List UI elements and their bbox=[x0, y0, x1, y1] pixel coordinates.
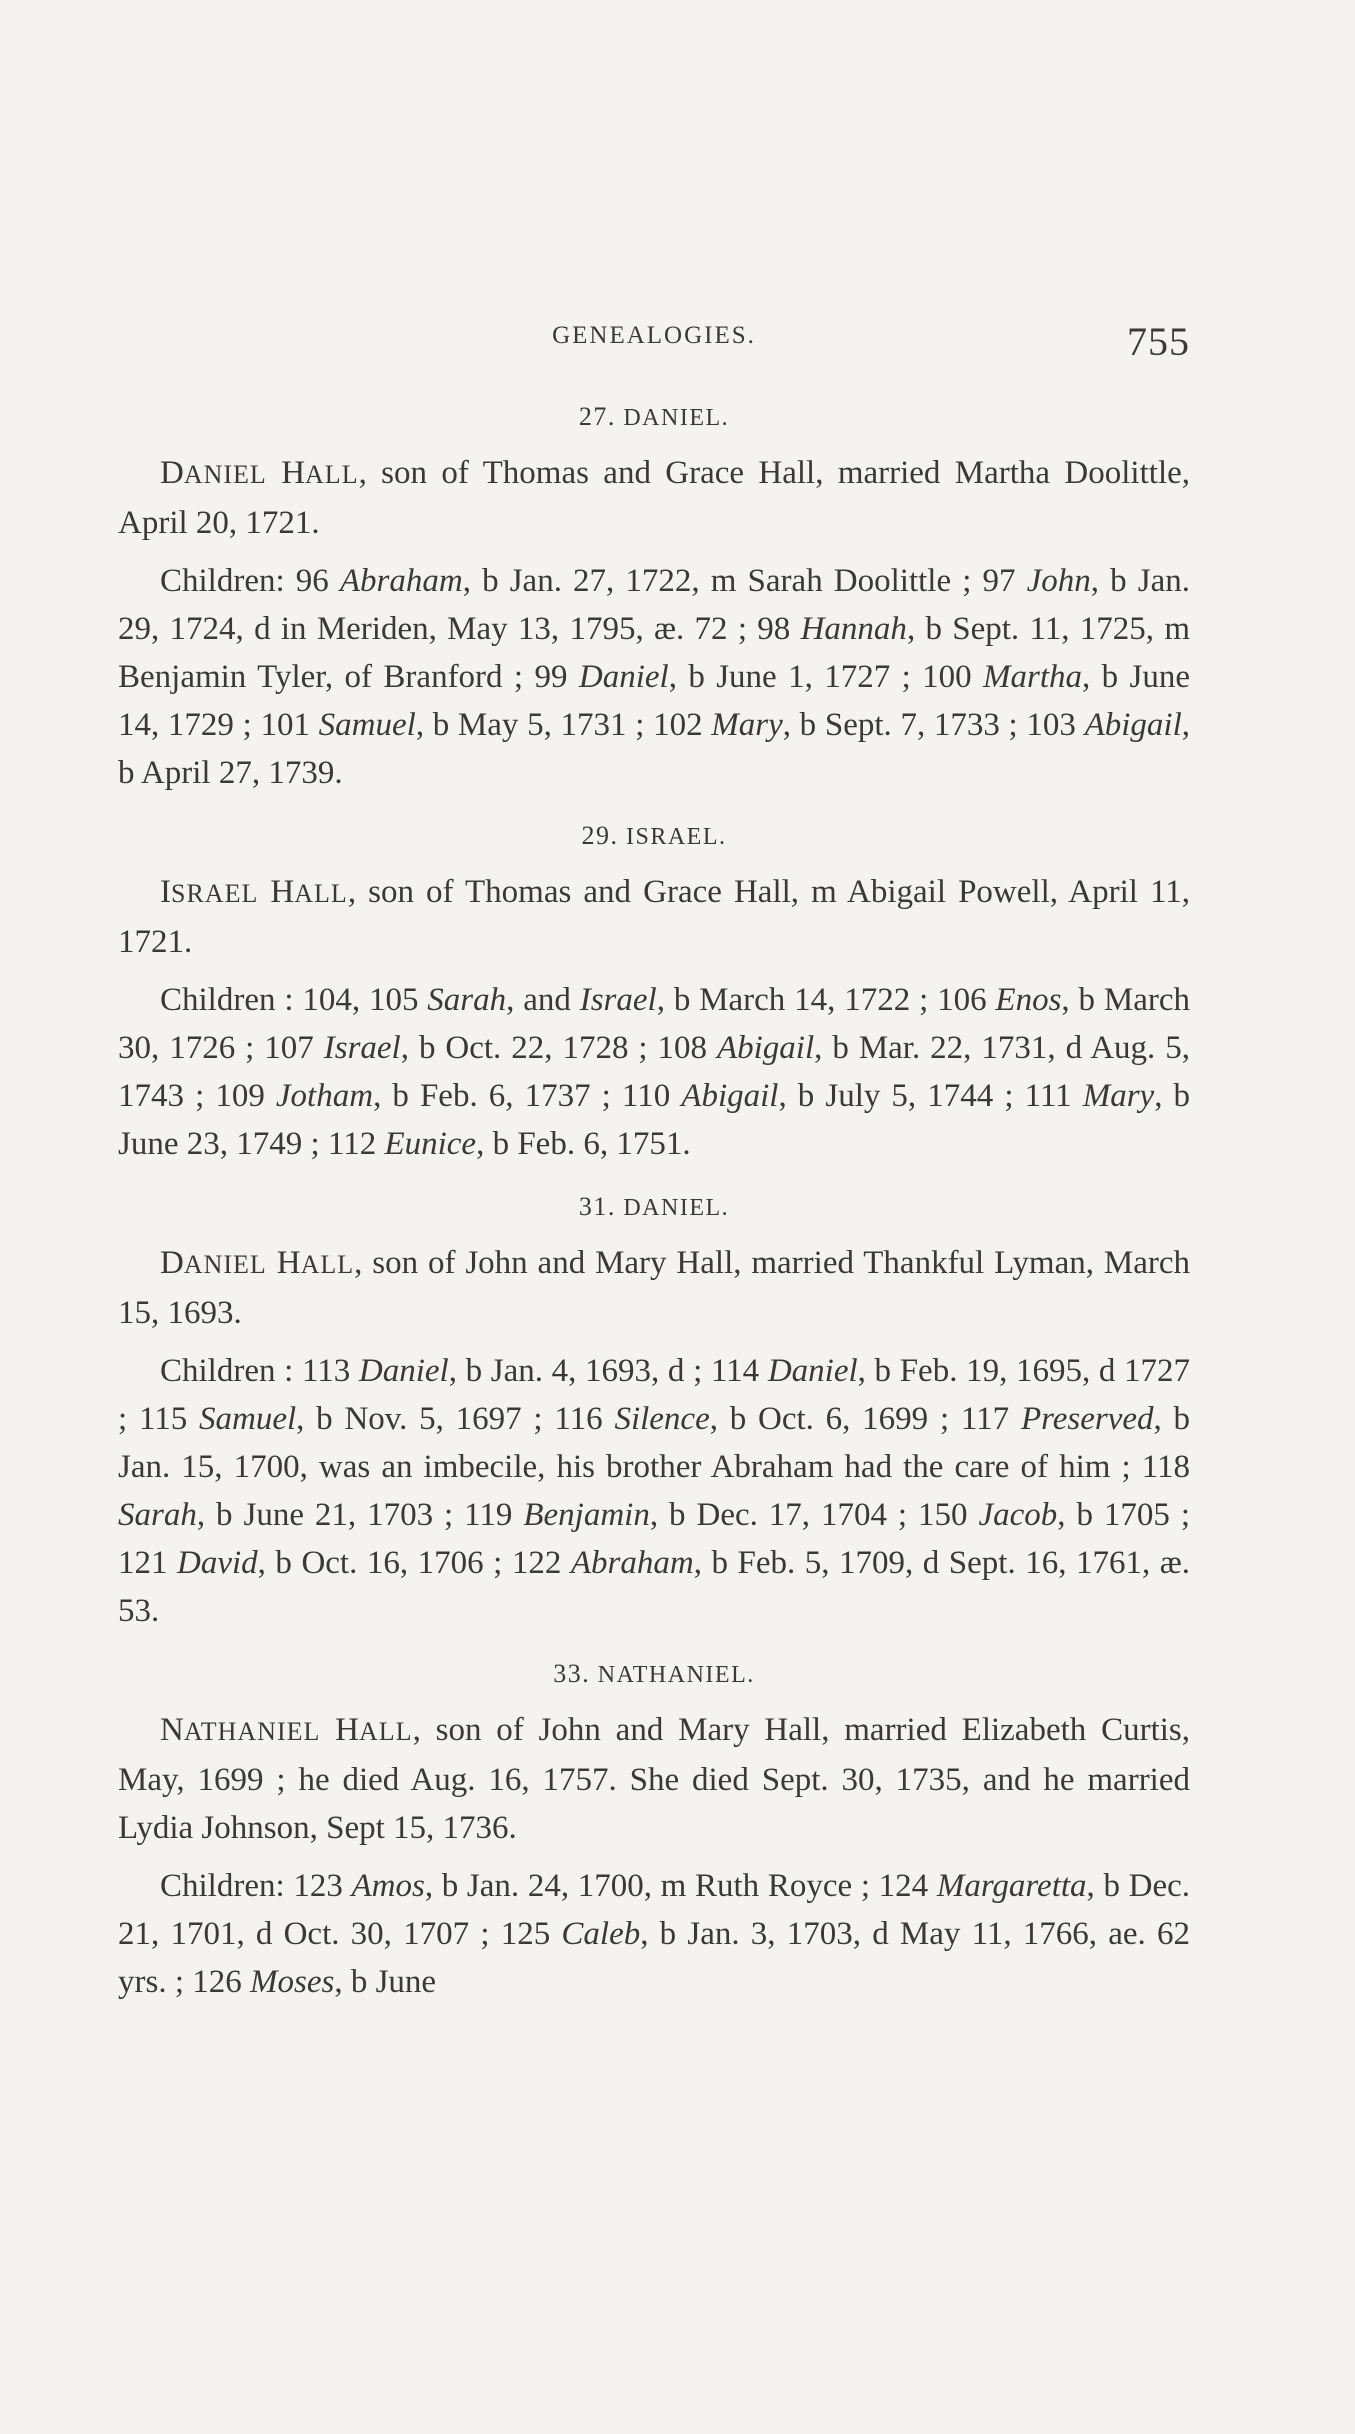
forename-rest: SRAEL bbox=[171, 879, 259, 908]
section-name: DANIEL. bbox=[623, 405, 730, 431]
intro-text: , son of Thomas and Grace Hall, m Abigail Powell, April 11, 1721. bbox=[118, 874, 1191, 960]
forename-initial: I bbox=[160, 874, 171, 910]
child-number: 100 bbox=[922, 659, 972, 695]
child-name: Abigail bbox=[681, 1078, 779, 1114]
genealogy-section bbox=[118, 1659, 1190, 2006]
child-number: 101 bbox=[260, 707, 310, 743]
running-head bbox=[118, 318, 1190, 378]
child-number: 116 bbox=[554, 1401, 603, 1437]
child-detail: , b Feb. 6, 1751. bbox=[476, 1126, 691, 1162]
child-number: 111 bbox=[1024, 1078, 1072, 1114]
child-name: Sarah bbox=[118, 1497, 197, 1533]
child-detail: , b April 27, 1739. bbox=[118, 707, 1191, 791]
child-name: Caleb bbox=[561, 1916, 641, 1952]
child-detail: , b March 30, 1726 ; bbox=[118, 982, 1190, 1066]
child-name: Amos bbox=[351, 1868, 425, 1904]
children-paragraph bbox=[118, 976, 1190, 1168]
child-detail: , b 1705 ; bbox=[1057, 1497, 1191, 1533]
child-detail: , b March 14, 1722 ; bbox=[656, 982, 938, 1018]
child-detail: , b Jan. 29, 1724, d in Meriden, May 13, 1795, æ. 72 ; bbox=[118, 563, 1191, 647]
child-name: Hannah bbox=[800, 611, 907, 647]
child-number: 109 bbox=[215, 1078, 265, 1114]
child-name: Martha bbox=[983, 659, 1083, 695]
intro-paragraph bbox=[118, 868, 1190, 966]
intro-text: , son of John and Mary Hall, married Elizabeth Curtis, May, 1699 ; he died Aug. 16, 1757. She died Sept. 30, 1735, and he married Lydia Johnson, Sept 15, 1736. bbox=[118, 1712, 1190, 1846]
surname-initial: H bbox=[276, 1245, 301, 1281]
child-name: Samuel bbox=[318, 707, 416, 743]
child-name: Jacob bbox=[978, 1497, 1058, 1533]
child-number: 123 bbox=[293, 1868, 343, 1904]
child-number: 125 bbox=[500, 1916, 551, 1952]
section-number: 27. bbox=[578, 402, 616, 431]
child-detail: , b Jan. 27, 1722, m Sarah Doolittle ; bbox=[462, 563, 983, 599]
child-detail: , b Mar. 22, 1731, d Aug. 5, 1743 ; bbox=[118, 1030, 1190, 1114]
child-detail: , b Oct. 16, 1706 ; bbox=[257, 1545, 512, 1581]
surname-initial: H bbox=[281, 455, 306, 491]
genealogy-sections bbox=[118, 402, 1190, 2006]
genealogy-section bbox=[118, 402, 1190, 797]
forename-initial: D bbox=[160, 1245, 184, 1281]
children-label: Children : bbox=[160, 1353, 302, 1389]
child-name: Mary bbox=[1082, 1078, 1155, 1114]
surname-rest: ALL bbox=[300, 1250, 355, 1279]
section-name: NATHANIEL. bbox=[597, 1662, 755, 1688]
child-detail: , b May 5, 1731 ; bbox=[415, 707, 654, 743]
child-number: 112 bbox=[327, 1126, 377, 1162]
section-name: DANIEL. bbox=[623, 1195, 730, 1221]
child-name: Preserved bbox=[1020, 1401, 1154, 1437]
section-heading bbox=[118, 1192, 1190, 1223]
child-name: David bbox=[177, 1545, 258, 1581]
child-name: Benjamin bbox=[523, 1497, 650, 1533]
child-number: 103 bbox=[1026, 707, 1076, 743]
child-detail: , b Feb. 6, 1737 ; bbox=[373, 1078, 622, 1114]
child-detail: , b June 21, 1703 ; bbox=[196, 1497, 465, 1533]
child-number: 108 bbox=[657, 1030, 708, 1066]
child-number: 115 bbox=[138, 1401, 188, 1437]
child-number: 121 bbox=[118, 1545, 168, 1581]
child-name: Margaretta bbox=[936, 1868, 1087, 1904]
child-number: 122 bbox=[511, 1545, 562, 1581]
child-number: 119 bbox=[464, 1497, 513, 1533]
child-name: Daniel bbox=[767, 1353, 858, 1389]
child-name: Moses bbox=[250, 1964, 335, 2000]
child-detail: , b June bbox=[334, 1964, 437, 2000]
section-number: 31. bbox=[578, 1192, 616, 1221]
child-number: 98 bbox=[757, 611, 791, 647]
intro-paragraph bbox=[118, 449, 1190, 547]
children-label: Children: bbox=[160, 1868, 294, 1904]
surname-rest: ALL bbox=[294, 879, 348, 908]
children-paragraph bbox=[118, 1862, 1190, 2006]
forename-rest: ANIEL bbox=[183, 1250, 267, 1279]
child-name: Daniel bbox=[358, 1353, 449, 1389]
section-name: ISRAEL. bbox=[626, 824, 727, 850]
child-name: Enos bbox=[995, 982, 1062, 1018]
child-name: Daniel bbox=[578, 659, 669, 695]
child-detail: , b Dec. 21, 1701, d Oct. 30, 1707 ; bbox=[118, 1868, 1191, 1952]
child-detail: , b Sept. 11, 1725, m Benjamin Tyler, of Branford ; bbox=[118, 611, 1190, 695]
child-detail: , b June 1, 1727 ; bbox=[668, 659, 923, 695]
child-name: Sarah bbox=[427, 982, 507, 1018]
forename-rest: ATHANIEL bbox=[183, 1717, 321, 1746]
child-number: 96 bbox=[295, 563, 329, 599]
section-heading bbox=[118, 821, 1190, 852]
child-name: Jotham bbox=[275, 1078, 374, 1114]
section-number: 33. bbox=[553, 1659, 591, 1688]
running-head-title: GENEALOGIES. bbox=[552, 322, 756, 349]
book-page bbox=[118, 318, 1190, 2006]
child-number: 107 bbox=[264, 1030, 314, 1066]
children-label: Children: bbox=[160, 563, 296, 599]
forename-initial: N bbox=[160, 1712, 184, 1748]
child-number: 102 bbox=[653, 707, 703, 743]
child-number: 124 bbox=[878, 1868, 929, 1904]
intro-text: , son of Thomas and Grace Hall, married Martha Doolittle, April 20, 1721. bbox=[118, 455, 1191, 541]
intro-text: , son of John and Mary Hall, married Thankful Lyman, March 15, 1693. bbox=[118, 1245, 1191, 1331]
child-detail: , b Feb. 5, 1709, d Sept. 16, 1761, æ. 53. bbox=[118, 1545, 1190, 1629]
child-detail: , b Jan. 3, 1703, d May 11, 1766, ae. 62 yrs. ; bbox=[118, 1916, 1190, 2000]
child-number: 110 bbox=[621, 1078, 671, 1114]
page-number: 755 bbox=[1127, 319, 1190, 364]
section-heading bbox=[118, 1659, 1190, 1690]
child-detail: , b Jan. 4, 1693, d ; bbox=[448, 1353, 711, 1389]
section-heading bbox=[118, 402, 1190, 433]
child-detail: , b July 5, 1744 ; bbox=[778, 1078, 1025, 1114]
child-detail: , b Nov. 5, 1697 ; bbox=[296, 1401, 555, 1437]
child-name: Abigail bbox=[1084, 707, 1182, 743]
intro-paragraph bbox=[118, 1706, 1190, 1852]
child-detail: , and bbox=[506, 982, 580, 1018]
child-number: 126 bbox=[192, 1964, 242, 2000]
section-number: 29. bbox=[581, 821, 619, 850]
forename-rest: ANIEL bbox=[183, 460, 267, 489]
child-detail: , b Feb. 19, 1695, d 1727 ; bbox=[118, 1353, 1191, 1437]
child-detail: , b June 14, 1729 ; bbox=[118, 659, 1191, 743]
surname-rest: ALL bbox=[305, 460, 359, 489]
child-name: Mary bbox=[711, 707, 783, 743]
child-name: Silence bbox=[614, 1401, 710, 1437]
child-number: 114 bbox=[710, 1353, 760, 1389]
child-number: 106 bbox=[937, 982, 987, 1018]
child-number: 118 bbox=[1141, 1449, 1190, 1485]
child-name: Abraham bbox=[339, 563, 463, 599]
child-number: 113 bbox=[301, 1353, 351, 1389]
intro-paragraph bbox=[118, 1239, 1190, 1337]
child-name: Israel bbox=[579, 982, 657, 1018]
child-number: 99 bbox=[534, 659, 568, 695]
children-paragraph bbox=[118, 1347, 1190, 1635]
child-detail: , b Dec. 17, 1704 ; bbox=[649, 1497, 919, 1533]
child-name: Abigail bbox=[716, 1030, 815, 1066]
child-detail: , b June 23, 1749 ; bbox=[118, 1078, 1191, 1162]
child-number: 150 bbox=[918, 1497, 968, 1533]
forename-initial: D bbox=[160, 455, 184, 491]
children-paragraph bbox=[118, 557, 1190, 797]
child-number: 104, 105 bbox=[302, 982, 419, 1018]
child-detail: , b Sept. 7, 1733 ; bbox=[782, 707, 1027, 743]
children-label: Children : bbox=[160, 982, 303, 1018]
child-name: John bbox=[1026, 563, 1091, 599]
child-name: Abraham bbox=[570, 1545, 694, 1581]
child-number: 117 bbox=[960, 1401, 1010, 1437]
genealogy-section bbox=[118, 1192, 1190, 1635]
surname-initial: H bbox=[335, 1712, 360, 1748]
surname-rest: ALL bbox=[359, 1717, 413, 1746]
child-name: Israel bbox=[323, 1030, 401, 1066]
child-detail: , b Jan. 15, 1700, was an imbecile, his brother Abraham had the care of him ; bbox=[118, 1401, 1191, 1485]
genealogy-section bbox=[118, 821, 1190, 1168]
child-name: Samuel bbox=[199, 1401, 297, 1437]
surname-initial: H bbox=[270, 874, 295, 910]
child-detail: , b Oct. 6, 1699 ; bbox=[709, 1401, 961, 1437]
child-detail: , b Jan. 24, 1700, m Ruth Royce ; bbox=[424, 1868, 879, 1904]
child-detail: , b Oct. 22, 1728 ; bbox=[400, 1030, 658, 1066]
child-number: 97 bbox=[982, 563, 1016, 599]
child-name: Eunice bbox=[384, 1126, 477, 1162]
